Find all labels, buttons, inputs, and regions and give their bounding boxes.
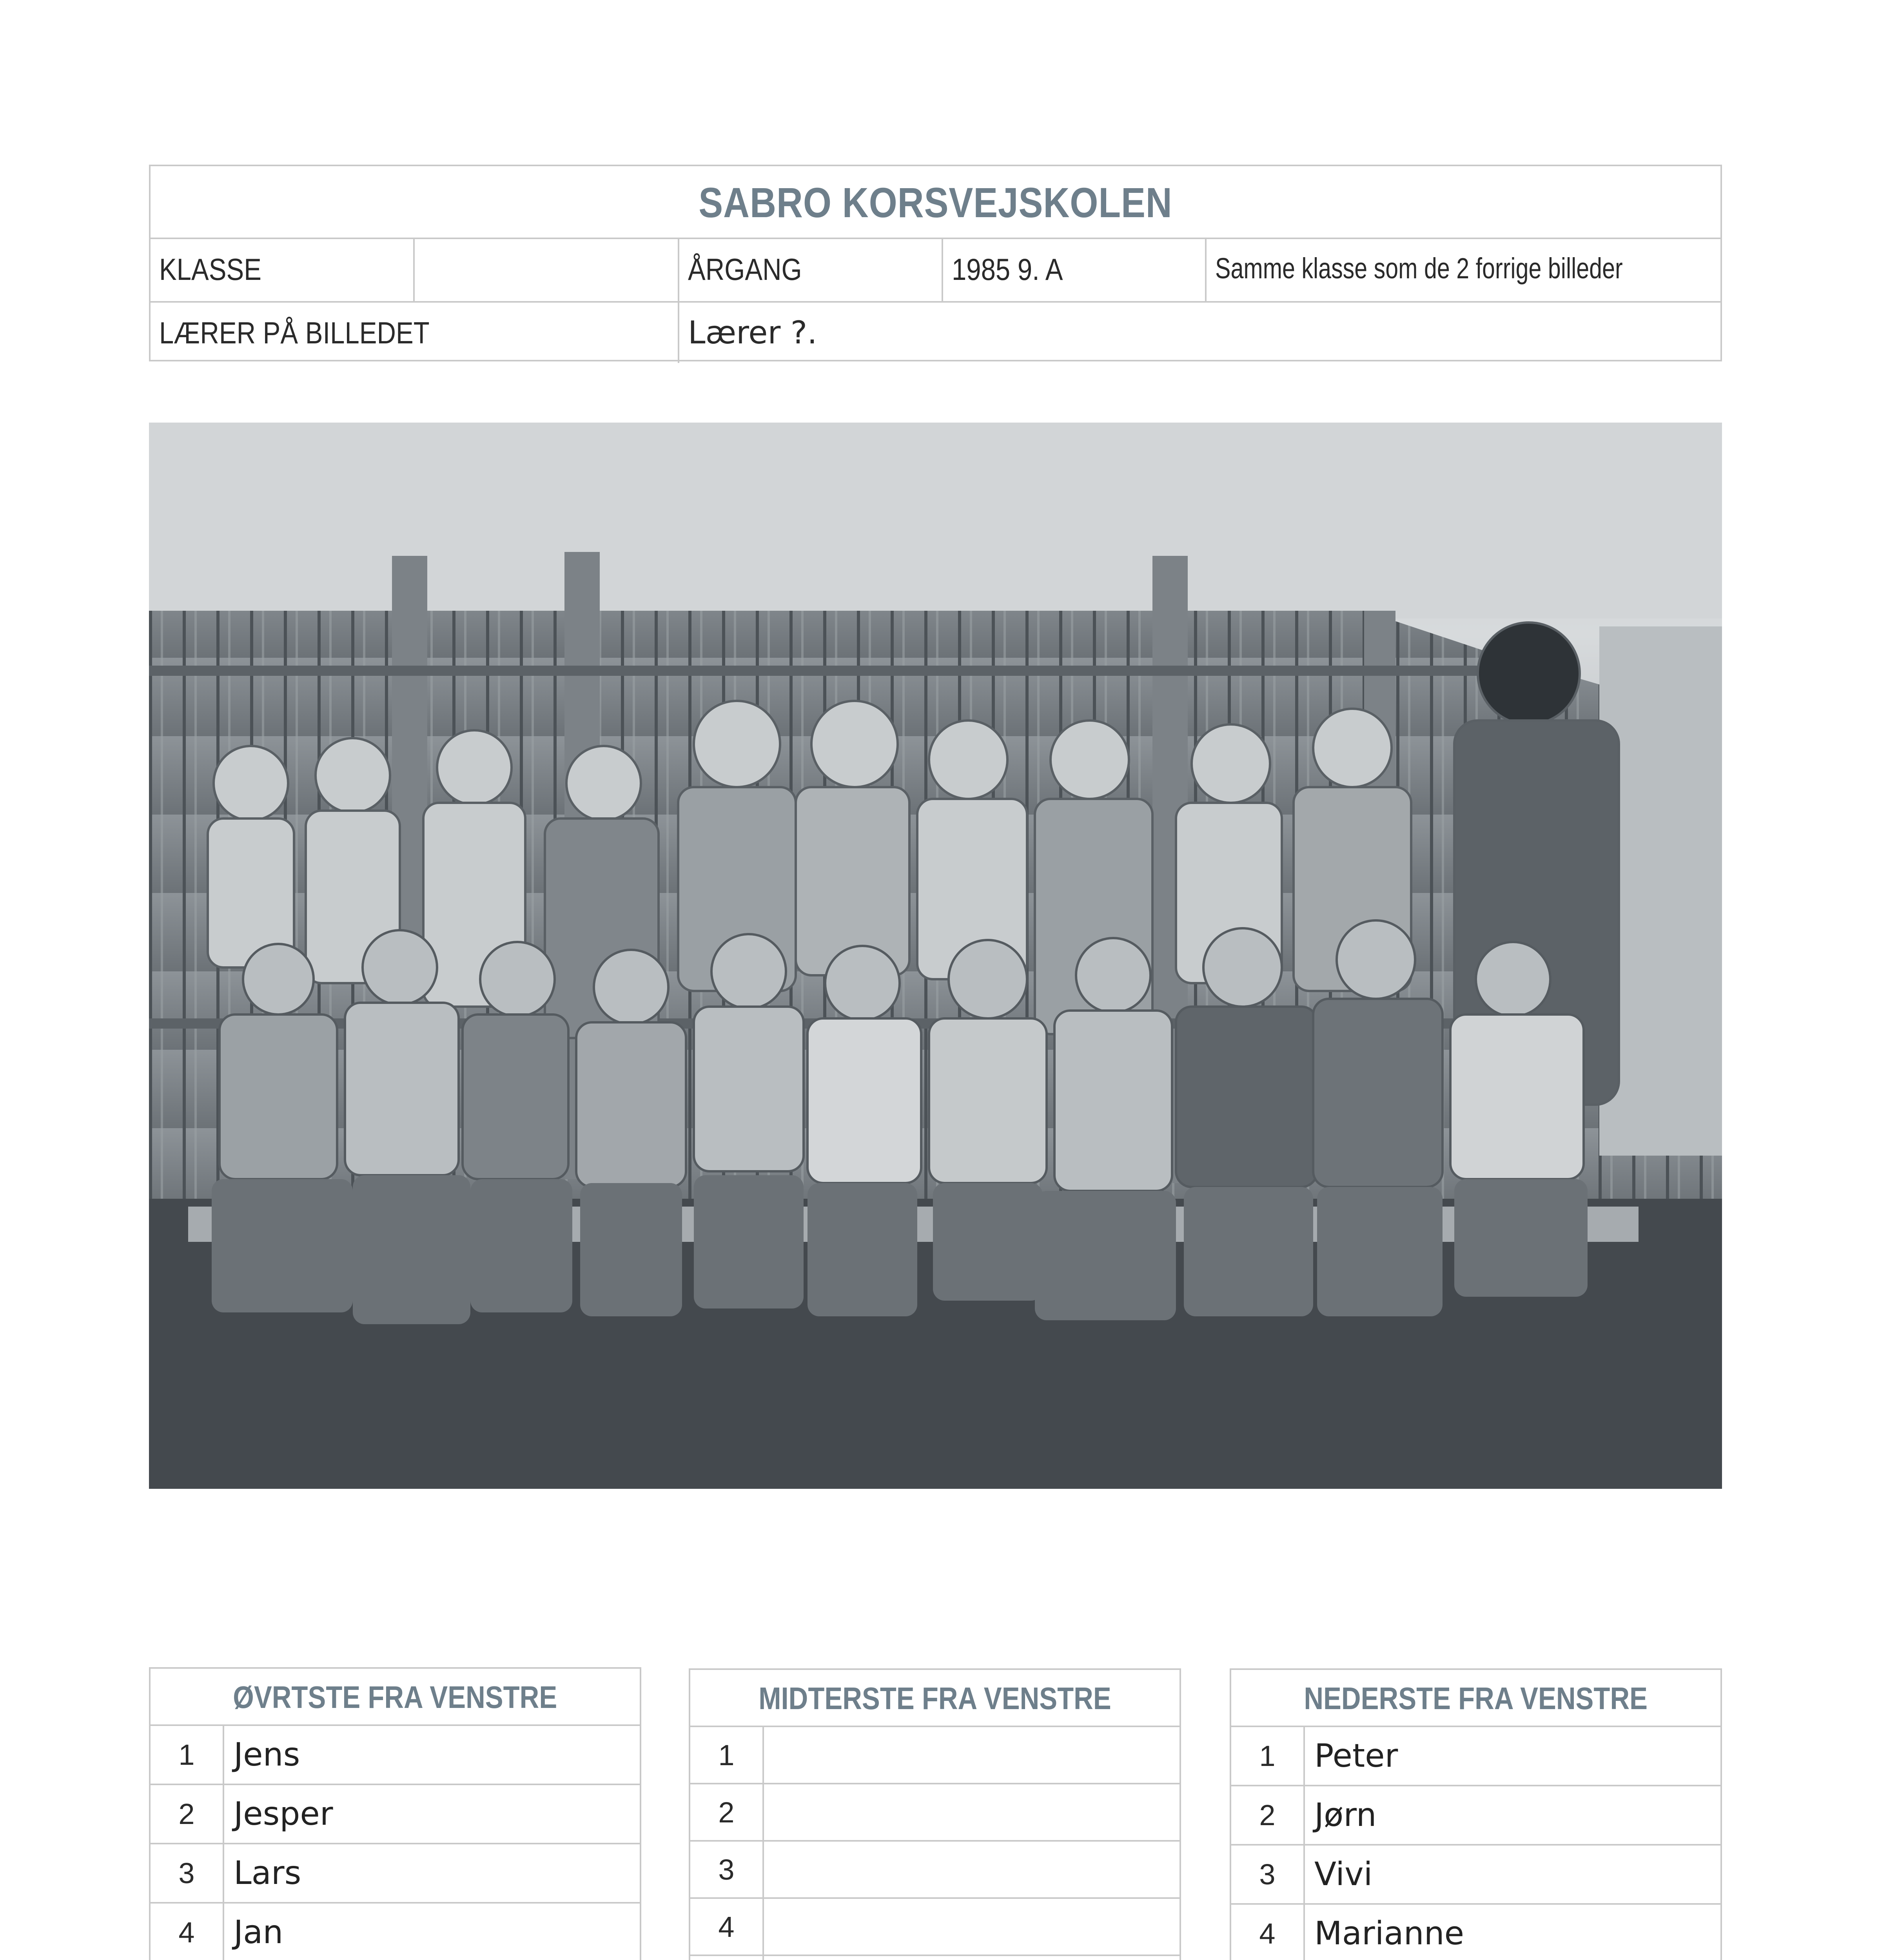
- table-row: [1231, 1846, 1720, 1905]
- student-name: Jan: [234, 1914, 283, 1951]
- student-name: Marianne: [1314, 1915, 1464, 1952]
- table-row: [151, 1785, 640, 1844]
- table-row: [1231, 1905, 1720, 1960]
- student-name: Jørn: [1314, 1797, 1377, 1834]
- student-name: Jens: [234, 1736, 300, 1773]
- aargang-value: 1985 9. A: [952, 252, 1063, 287]
- header-teacher-row: [151, 303, 1720, 363]
- table-row: [1231, 1786, 1720, 1846]
- table-header: [1231, 1670, 1720, 1727]
- row-number: 1: [690, 1727, 764, 1783]
- class-photo: [149, 423, 1722, 1489]
- table-header: [690, 1670, 1179, 1727]
- header-title-row: [151, 166, 1720, 239]
- names-table-bottom-row: [1230, 1668, 1722, 1960]
- table-row: [690, 1956, 1179, 1960]
- table-row: [690, 1727, 1179, 1784]
- row-number: 2: [690, 1784, 764, 1840]
- row-number: 3: [690, 1842, 764, 1897]
- row-number: 4: [1231, 1905, 1305, 1960]
- row-number: 4: [151, 1904, 224, 1960]
- school-title: SABRO KORSVEJSKOLEN: [699, 179, 1172, 226]
- row-number: 1: [1231, 1727, 1305, 1785]
- row-number: 3: [1231, 1846, 1305, 1903]
- table-header: [151, 1669, 640, 1726]
- table-row: [151, 1904, 640, 1960]
- laerer-label: LÆRER PÅ BILLEDET: [159, 316, 430, 350]
- student-name: Peter: [1314, 1737, 1398, 1775]
- laerer-label-cell: [151, 303, 679, 363]
- klasse-label: KLASSE: [159, 252, 262, 287]
- row-number: 3: [151, 1844, 224, 1902]
- table-title: MIDTERSTE FRA VENSTRE: [759, 1681, 1111, 1716]
- class-photo-illustration: [149, 423, 1722, 1489]
- klasse-label-cell: [151, 239, 415, 301]
- laerer-value-cell: [679, 303, 1720, 363]
- table-row: [151, 1726, 640, 1785]
- table-row: [1231, 1727, 1720, 1786]
- row-number: 1: [151, 1726, 224, 1784]
- row-number: 4: [690, 1899, 764, 1955]
- table-row: [690, 1899, 1179, 1956]
- student-name: Jesper: [234, 1795, 333, 1833]
- table-title: NEDERSTE FRA VENSTRE: [1304, 1681, 1648, 1716]
- aargang-label: ÅRGANG: [688, 252, 802, 287]
- header-class-row: [151, 239, 1720, 303]
- row-number: 2: [151, 1785, 224, 1843]
- row-number: 2: [1231, 1786, 1305, 1844]
- table-row: [690, 1842, 1179, 1899]
- laerer-value: Lærer ?.: [688, 314, 817, 351]
- row-number: [690, 1956, 764, 1960]
- student-name: Vivi: [1314, 1856, 1373, 1893]
- aargang-value-cell: [943, 239, 1207, 301]
- table-row: [151, 1844, 640, 1904]
- table-title: ØVRTSTE FRA VENSTRE: [233, 1680, 557, 1715]
- note-cell: [1207, 239, 1720, 301]
- klasse-value-cell: [415, 239, 679, 301]
- names-table-middle-row: [689, 1668, 1181, 1960]
- header-table: [149, 165, 1722, 361]
- aargang-label-cell: [679, 239, 943, 301]
- class-note: Samme klasse som de 2 forrige billeder: [1215, 252, 1623, 285]
- names-table-top-row: [149, 1667, 641, 1960]
- table-row: [690, 1784, 1179, 1842]
- student-name: Lars: [234, 1855, 301, 1892]
